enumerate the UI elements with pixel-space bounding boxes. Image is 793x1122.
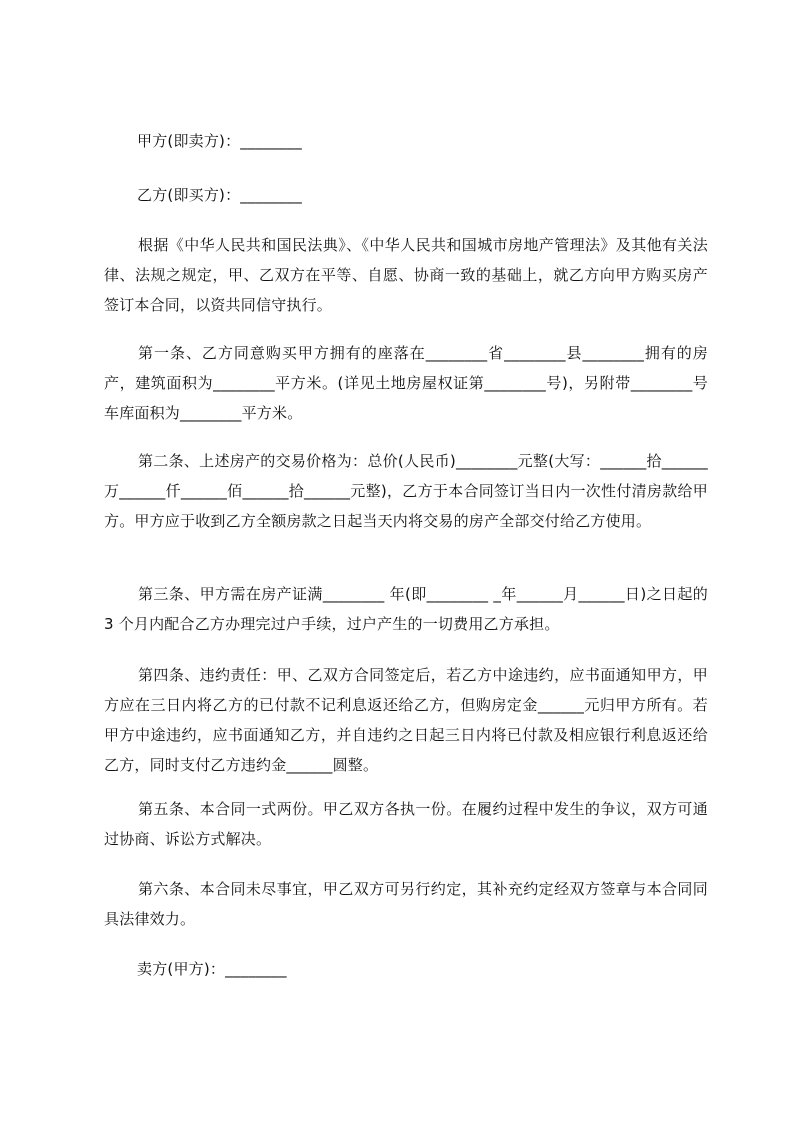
article-4-paragraph: 第四条、违约责任：甲、乙双方合同签定后，若乙方中途违约，应书面通知甲方，甲方应在三日内将乙方的已付款不记利息返还给乙方，但购房定金______元归甲方所有。若甲方中途违约，应书面通知乙方，并自违约之日起三日内将已付款及相应银行利息返还给乙方，同时支付乙方违约金______圆整。 (104, 666, 708, 774)
article-6-paragraph: 第六条、本合同未尽事宜，甲乙双方可另行约定，其补充约定经双方签章与本合同同具法律效力。 (104, 880, 708, 928)
article-5-paragraph: 第五条、本合同一式两份。甲乙双方各执一份。在履约过程中发生的争议，双方可通过协商、诉讼方式解决。 (104, 800, 708, 848)
seller-signature-line: 卖方(甲方)：________ (137, 960, 287, 978)
party-a-line: 甲方(即卖方)：________ (137, 132, 302, 150)
party-b-line: 乙方(即买方)：________ (137, 186, 302, 204)
article-1-paragraph: 第一条、乙方同意购买甲方拥有的座落在________省________县________拥有的房产，建筑面积为________平方米。(详见土地房屋权证第________号)，另附带________号车库面积为________平方米。 (104, 344, 708, 422)
article-2-paragraph: 第二条、上述房产的交易价格为：总价(人民币)________元整(大写：______拾______万______仟______佰______拾______元整)，乙方于本合同签订当日内一次性付清房款给甲方。甲方应于收到乙方全额房款之日起当天内将交易的房产全部交付给乙方使用。 (104, 452, 708, 530)
article-3-paragraph: 第三条、甲方需在房产证满________ 年(即________ _年______月______日)之日起的 3 个月内配合乙方办理完过户手续，过户产生的一切费用乙方承担。 (104, 585, 708, 633)
preamble-paragraph: 根据《中华人民共和国民法典》、《中华人民共和国城市房地产管理法》及其他有关法律、法规之规定，甲、乙双方在平等、自愿、协商一致的基础上，就乙方向甲方购买房产签订本合同，以资共同信守执行。 (104, 236, 708, 314)
